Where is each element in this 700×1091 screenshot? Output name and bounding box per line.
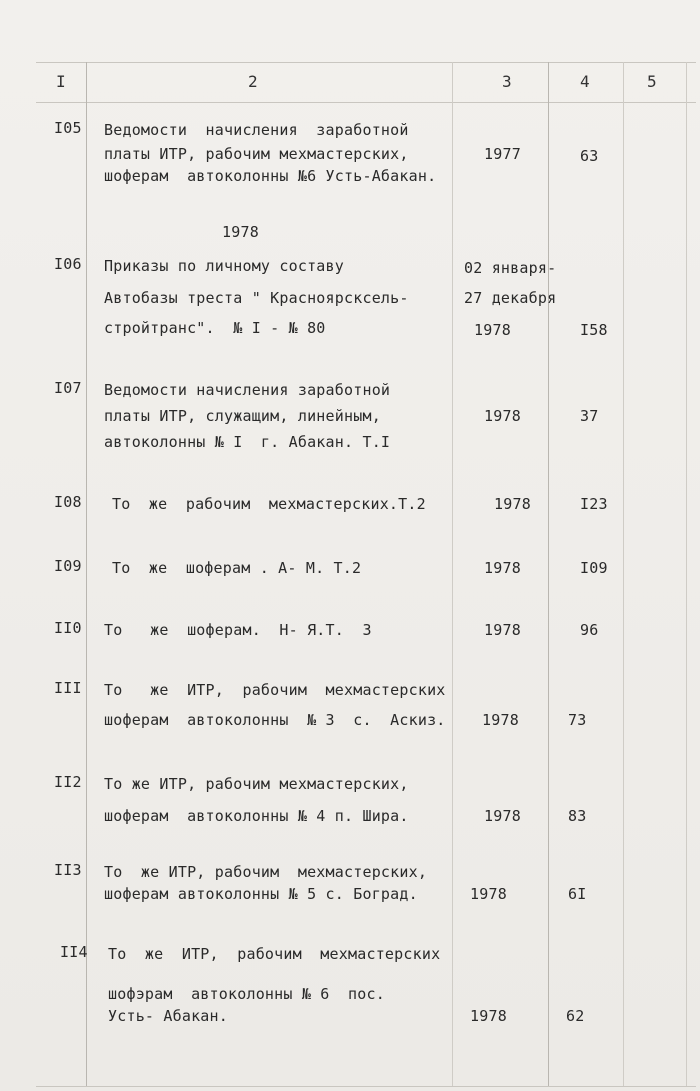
row-number: I05 bbox=[54, 119, 82, 137]
year-heading: 1978 bbox=[222, 223, 259, 241]
row-title-line: То же ИТР, рабочим мехмастерских, bbox=[104, 775, 409, 793]
row-number: I07 bbox=[54, 379, 82, 397]
row-count: 63 bbox=[580, 147, 599, 165]
row-date-range: 27 декабря bbox=[464, 289, 557, 307]
row-number: I08 bbox=[54, 493, 82, 511]
row-title-line: шофэрам автоколонны № 6 пос. bbox=[108, 985, 385, 1003]
row-number: II3 bbox=[54, 861, 82, 879]
row-count: I09 bbox=[580, 559, 608, 577]
header-col-4: 4 bbox=[580, 72, 590, 91]
row-title-line: То же шоферам . А- М. Т.2 bbox=[112, 559, 362, 577]
row-title-line: То же рабочим мехмастерских.Т.2 bbox=[112, 495, 426, 513]
row-count: 83 bbox=[568, 807, 587, 825]
row-title-line: автоколонны № I г. Абакан. Т.I bbox=[104, 433, 391, 451]
row-date: 1978 bbox=[470, 885, 507, 903]
col-divider-4 bbox=[623, 62, 624, 1086]
row-title-line: То же ИТР, рабочим мехмастерских bbox=[108, 945, 441, 963]
row-title-line: Усть- Абакан. bbox=[108, 1007, 228, 1025]
row-count: I58 bbox=[580, 321, 608, 339]
row-date: 1978 bbox=[474, 321, 511, 339]
row-date: 1978 bbox=[482, 711, 519, 729]
row-date-range: 02 января- bbox=[464, 259, 557, 277]
row-title-line: То же ИТР, рабочим мехмастерских bbox=[104, 681, 446, 699]
row-number: II2 bbox=[54, 773, 82, 791]
row-count: 37 bbox=[580, 407, 599, 425]
row-title-line: Автобазы треста " Красноярсксель- bbox=[104, 289, 409, 307]
row-number: III bbox=[54, 679, 82, 697]
row-number: I06 bbox=[54, 255, 82, 273]
row-date: 1978 bbox=[484, 621, 521, 639]
row-title-line: шоферам автоколонны №6 Усть-Абакан. bbox=[104, 167, 437, 185]
row-title-line: шоферам автоколонны № 4 п. Шира. bbox=[104, 807, 409, 825]
row-date: 1978 bbox=[484, 407, 521, 425]
row-title-line: платы ИТР, рабочим мехмастерских, bbox=[104, 145, 409, 163]
col-divider-3 bbox=[548, 62, 549, 1086]
row-title-line: стройтранс". № I - № 80 bbox=[104, 319, 326, 337]
row-number: II4 bbox=[60, 943, 88, 961]
row-date: 1978 bbox=[484, 559, 521, 577]
row-count: I23 bbox=[580, 495, 608, 513]
row-title-line: То же шоферам. Н- Я.Т. 3 bbox=[104, 621, 372, 639]
row-count: 96 bbox=[580, 621, 599, 639]
row-date: 1977 bbox=[484, 145, 521, 163]
row-number: I09 bbox=[54, 557, 82, 575]
row-count: 62 bbox=[566, 1007, 585, 1025]
header-col-2: 2 bbox=[248, 72, 258, 91]
col-divider-1 bbox=[86, 62, 87, 1086]
row-title-line: Ведомости начисления заработной bbox=[104, 121, 409, 139]
header-col-5: 5 bbox=[647, 72, 657, 91]
row-date: 1978 bbox=[484, 807, 521, 825]
row-title-line: шоферам автоколонны № 3 с. Аскиз. bbox=[104, 711, 446, 729]
row-title-line: Приказы по личному составу bbox=[104, 257, 344, 275]
row-title-line: То же ИТР, рабочим мехмастерских, bbox=[104, 863, 428, 881]
table-top-rule bbox=[36, 62, 696, 63]
header-bottom-rule bbox=[36, 102, 696, 103]
header-col-3: 3 bbox=[502, 72, 512, 91]
row-number: II0 bbox=[54, 619, 82, 637]
row-title-line: шоферам автоколонны № 5 с. Боград. bbox=[104, 885, 418, 903]
row-count: 73 bbox=[568, 711, 587, 729]
row-count: 6I bbox=[568, 885, 587, 903]
row-date: 1978 bbox=[494, 495, 531, 513]
row-title-line: Ведомости начисления заработной bbox=[104, 381, 391, 399]
col-divider-2 bbox=[452, 62, 453, 1086]
table-bottom-rule bbox=[36, 1086, 696, 1087]
col-divider-5 bbox=[686, 62, 687, 1086]
header-col-1: I bbox=[56, 72, 66, 91]
row-title-line: платы ИТР, служащим, линейным, bbox=[104, 407, 381, 425]
row-date: 1978 bbox=[470, 1007, 507, 1025]
